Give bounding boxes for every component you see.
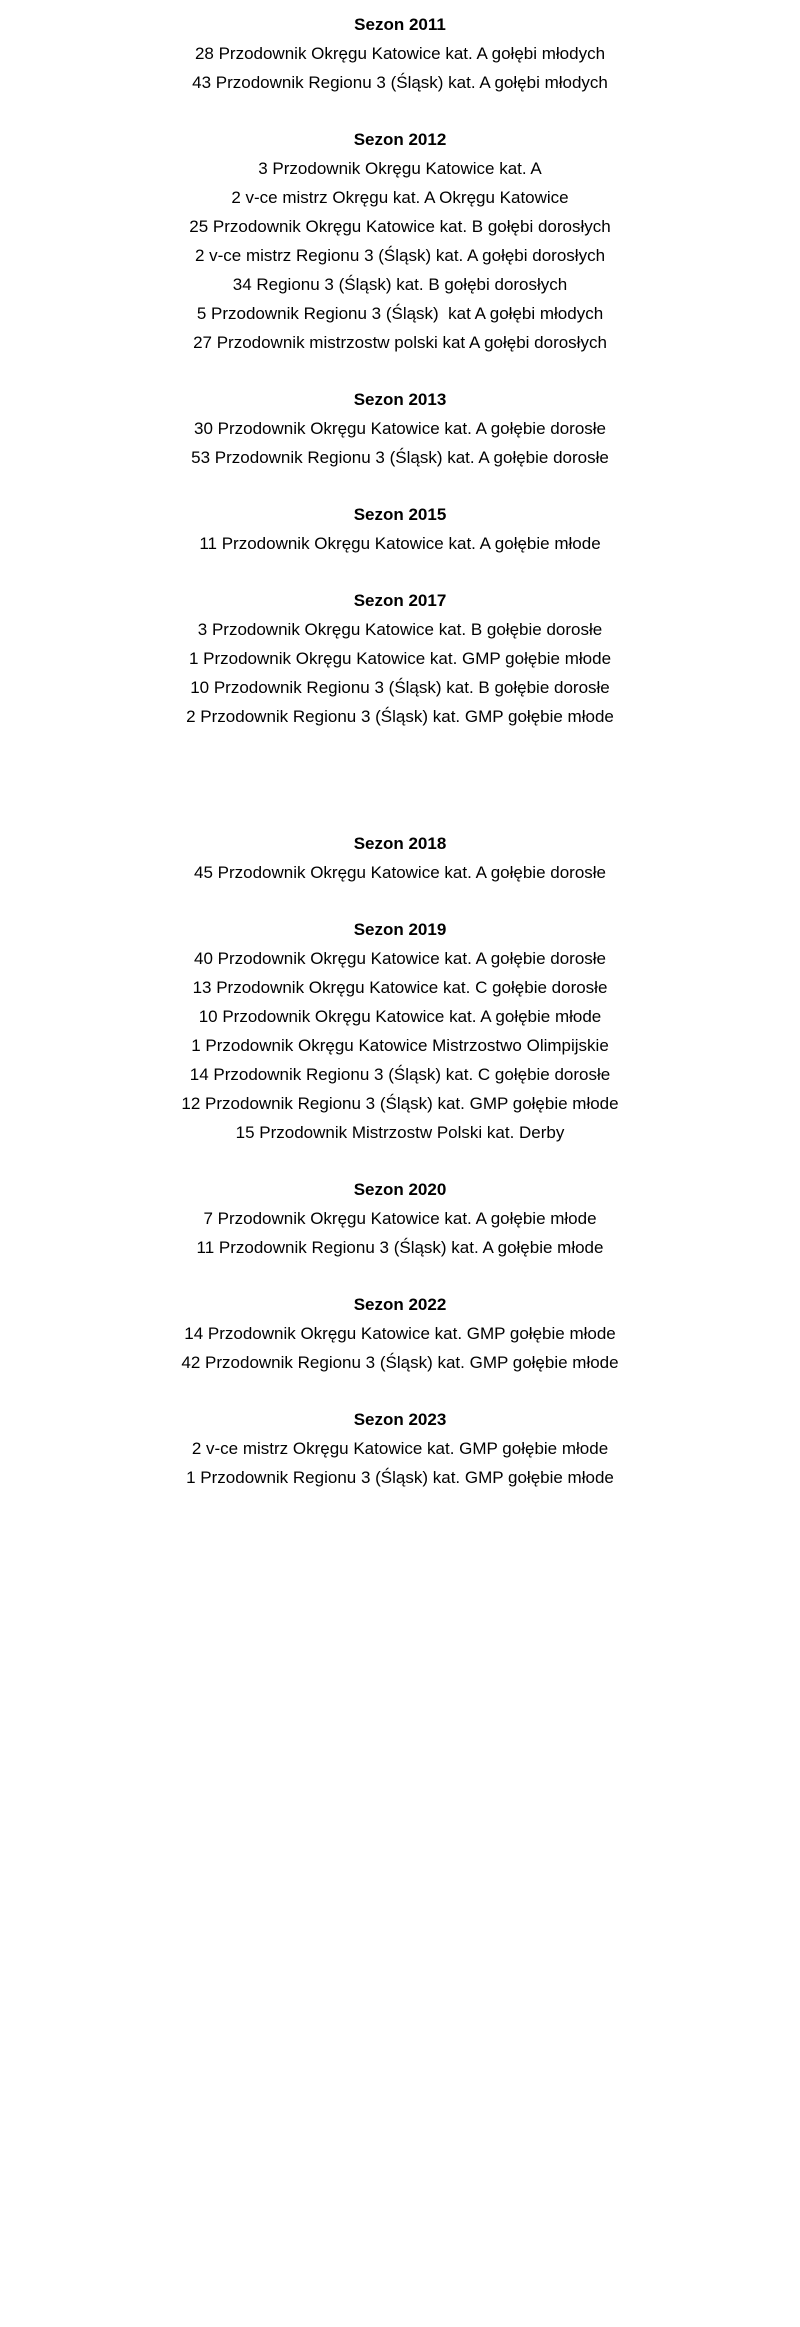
- achievement-line: 28 Przodownik Okręgu Katowice kat. A gołębi młodych: [194, 44, 606, 63]
- achievement-line: 13 Przodownik Okręgu Katowice kat. C gołębie dorosłe: [192, 978, 608, 997]
- achievement-line: 43 Przodownik Regionu 3 (Śląsk) kat. A gołębi młodych: [192, 73, 608, 92]
- season-section-2017: [0, 586, 800, 731]
- achievement-line: 30 Przodownik Okręgu Katowice kat. A gołębie dorosłe: [193, 419, 607, 438]
- season-section-2012: [0, 125, 800, 357]
- season-section-2018: [0, 829, 800, 887]
- achievement-line: 14 Przodownik Okręgu Katowice kat. GMP gołębie młode: [184, 1324, 616, 1343]
- achievement-line: 25 Przodownik Okręgu Katowice kat. B gołębi dorosłych: [189, 217, 611, 236]
- achievement-line: 14 Przodownik Regionu 3 (Śląsk) kat. C gołębie dorosłe: [189, 1065, 611, 1084]
- achievement-line: 1 Przodownik Okręgu Katowice Mistrzostwo Olimpijskie: [191, 1036, 609, 1055]
- achievement-line: 34 Regionu 3 (Śląsk) kat. B gołębi dorosłych: [232, 275, 568, 294]
- season-section-2015: [0, 500, 800, 558]
- season-heading: Sezon 2015: [353, 505, 447, 524]
- season-heading: Sezon 2012: [353, 130, 447, 149]
- achievement-line: 2 v-ce mistrz Okręgu kat. A Okręgu Katowice: [231, 188, 569, 207]
- achievement-line: 10 Przodownik Regionu 3 (Śląsk) kat. B gołębie dorosłe: [190, 678, 610, 697]
- achievement-line: 11 Przodownik Regionu 3 (Śląsk) kat. A gołębie młode: [196, 1238, 604, 1257]
- season-section-2022: [0, 1290, 800, 1377]
- achievement-line: 2 v-ce mistrz Regionu 3 (Śląsk) kat. A gołębi dorosłych: [194, 246, 606, 265]
- achievement-line: 10 Przodownik Okręgu Katowice kat. A gołębie młode: [198, 1007, 602, 1026]
- achievement-line: 53 Przodownik Regionu 3 (Śląsk) kat. A gołębie dorosłe: [191, 448, 609, 467]
- achievement-line: 1 Przodownik Regionu 3 (Śląsk) kat. GMP gołębie młode: [186, 1468, 614, 1487]
- season-heading: Sezon 2018: [353, 834, 447, 853]
- achievement-line: 3 Przodownik Okręgu Katowice kat. A: [258, 159, 542, 178]
- season-section-2020: [0, 1175, 800, 1262]
- achievement-line: 2 v-ce mistrz Okręgu Katowice kat. GMP gołębie młode: [191, 1439, 609, 1458]
- achievement-line: 45 Przodownik Okręgu Katowice kat. A gołębie dorosłe: [193, 863, 607, 882]
- achievement-line: 27 Przodownik mistrzostw polski kat A gołębi dorosłych: [193, 333, 607, 352]
- season-section-2023: [0, 1405, 800, 1492]
- achievement-line: 5 Przodownik Regionu 3 (Śląsk) kat A gołębi młodych: [196, 304, 604, 323]
- achievement-line: 3 Przodownik Okręgu Katowice kat. B gołębie dorosłe: [197, 620, 603, 639]
- achievement-line: 12 Przodownik Regionu 3 (Śląsk) kat. GMP gołębie młode: [181, 1094, 619, 1113]
- achievement-line: 7 Przodownik Okręgu Katowice kat. A gołębie młode: [203, 1209, 597, 1228]
- achievement-line: 15 Przodownik Mistrzostw Polski kat. Derby: [235, 1123, 565, 1142]
- season-section-2013: [0, 385, 800, 472]
- season-heading: Sezon 2020: [353, 1180, 447, 1199]
- achievement-line: 1 Przodownik Okręgu Katowice kat. GMP gołębie młode: [188, 649, 612, 668]
- achievement-line: 11 Przodownik Okręgu Katowice kat. A gołębie młode: [199, 534, 601, 553]
- season-heading: Sezon 2011: [354, 15, 446, 34]
- achievement-line: 42 Przodownik Regionu 3 (Śląsk) kat. GMP gołębie młode: [181, 1353, 619, 1372]
- season-heading: Sezon 2017: [353, 591, 447, 610]
- season-heading: Sezon 2022: [353, 1295, 447, 1314]
- season-section-2019: [0, 915, 800, 1147]
- season-heading: Sezon 2013: [353, 390, 447, 409]
- achievement-line: 40 Przodownik Okręgu Katowice kat. A gołębie dorosłe: [193, 949, 607, 968]
- season-heading: Sezon 2023: [353, 1410, 447, 1429]
- achievement-line: 2 Przodownik Regionu 3 (Śląsk) kat. GMP gołębie młode: [186, 707, 614, 726]
- season-heading: Sezon 2019: [353, 920, 447, 939]
- season-section-2011: [0, 10, 800, 97]
